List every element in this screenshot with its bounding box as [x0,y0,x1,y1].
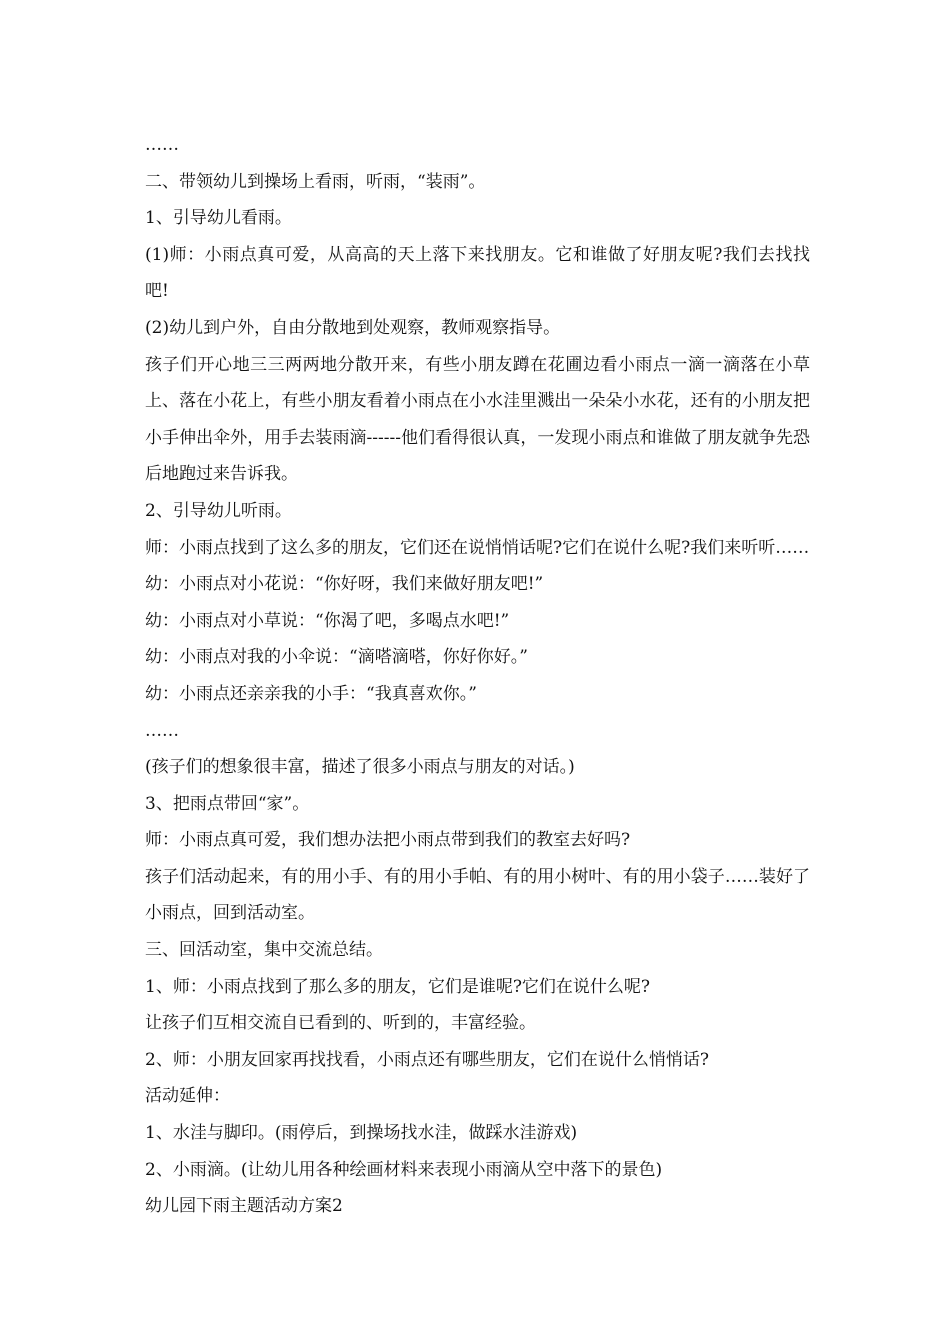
ellipsis-line-2: …… [145,720,179,741]
paragraph-outdoor: (2)幼儿到户外，自由分散地到处观察，教师观察指导。 [145,317,561,338]
summary-item-2: 2、师：小朋友回家再找找看，小雨点还有哪些朋友，它们在说什么悄悄话? [145,1049,709,1070]
plan-title-2: 幼儿园下雨主题活动方案2 [145,1196,343,1217]
ellipsis-line: …… [145,135,179,155]
dialogue-line-2: 幼：小雨点对小草说：“你渴了吧，多喝点水吧!” [145,610,510,631]
paragraph-children-observe: 孩子们开心地三三两两地分散开来，有些小朋友蹲在花圃边看小雨点一滴一滴落在小草上、落在小花上，有些小朋友看着小雨点在小水洼里溅出一朵朵小水花，还有的小朋友把小手伸出伞外，用手去装雨滴------他们看得很认真，一发现小雨点和谁做了朋友就争先恐后地跑过来告诉我。 [145,354,810,485]
section-heading-3: 三、回活动室，集中交流总结。 [145,940,383,961]
dialogue-line-3: 幼：小雨点对我的小伞说：“滴嗒滴嗒，你好你好。” [145,647,528,668]
paragraph-teacher-bring-home: 师：小雨点真可爱，我们想办法把小雨点带到我们的教室去好吗? [145,830,631,851]
paragraph-teacher-intro: (1)师：小雨点真可爱，从高高的天上落下来找朋友。它和谁做了好朋友呢?我们去找找吧! [145,244,810,302]
document-body [145,127,810,1225]
dialogue-line-1: 幼：小雨点对小花说：“你好呀，我们来做好朋友吧!” [145,574,544,595]
extension-heading: 活动延伸： [145,1086,230,1107]
step-heading-3: 3、把雨点带回“家”。 [145,793,310,814]
extension-item-1: 1、水洼与脚印。(雨停后，到操场找水洼，做踩水洼游戏) [145,1123,578,1144]
step-heading-1: 1、引导幼儿看雨。 [145,208,292,229]
summary-item-1-detail: 让孩子们互相交流自已看到的、听到的，丰富经验。 [145,1013,536,1034]
paragraph-teacher-listen: 师：小雨点找到了这么多的朋友，它们还在说悄悄话呢?它们在说什么呢?我们来听听…… [145,537,810,558]
summary-item-1: 1、师：小雨点找到了那么多的朋友，它们是谁呢?它们在说什么呢? [145,976,651,997]
paragraph-children-collect: 孩子们活动起来，有的用小手、有的用小手帕、有的用小树叶、有的用小袋子……装好了小雨点，回到活动室。 [145,866,810,924]
dialogue-line-4: 幼：小雨点还亲亲我的小手：“我真喜欢你。” [145,683,477,704]
paragraph-imagination-note: (孩子们的想象很丰富，描述了很多小雨点与朋友的对话。) [145,757,575,778]
section-heading-2: 二、带领幼儿到操场上看雨，听雨，“装雨”。 [145,171,486,192]
extension-item-2: 2、小雨滴。(让幼儿用各种绘画材料来表现小雨滴从空中落下的景色) [145,1159,663,1180]
step-heading-2: 2、引导幼儿听雨。 [145,500,292,521]
